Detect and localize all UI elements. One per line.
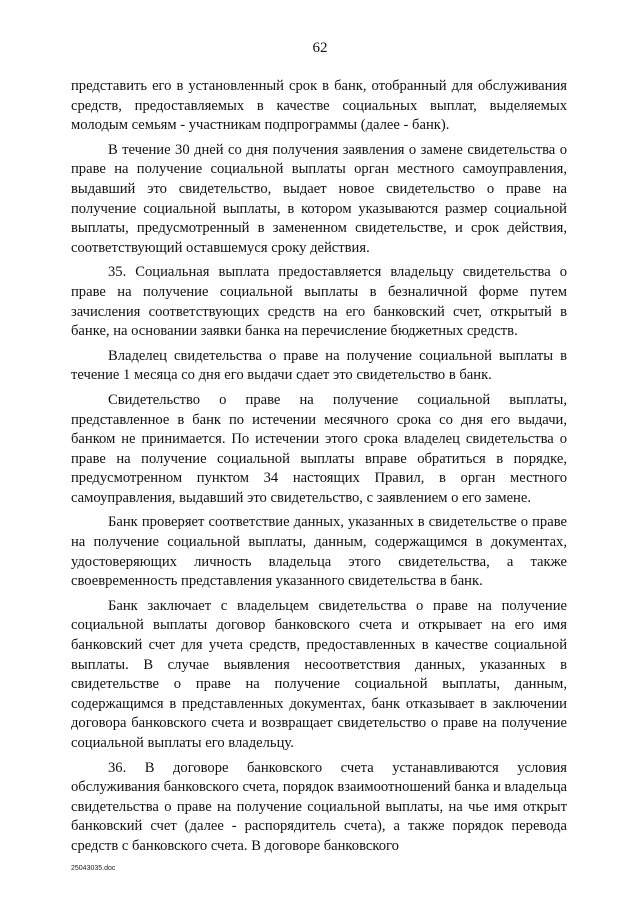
page-number: 62 — [312, 40, 328, 56]
paragraph-4: Владелец свидетельства о праве на получение социальной выплаты в течение 1 месяца со дня его выдачи сдает это свидетельство в банк. — [71, 347, 567, 384]
paragraph-8: 36. В договоре банковского счета устанавливаются условия обслуживания банковского счета, порядок взаимоотношений банка и владельца свидетельства о праве на получение социальной выплаты, на чье имя открыт банковский счет (далее - распорядитель счета), а также порядок перевода средств с банковского счета. В договоре банковского — [71, 759, 568, 854]
paragraph-3: 35. Социальная выплата предоставляется владельцу свидетельства о праве на получение социальной выплаты в безналичной форме путем зачисления соответствующих средств на его банковский счет, открытый в банке, на основании заявки банка на перечисление бюджетных средств. — [71, 264, 567, 340]
paragraph-1: представить его в установленный срок в банк, отобранный для обслуживания средств, предоставляемых в качестве социальных выплат, выделяемых молодым семьям - участникам подпрограммы (далее - банк). — [71, 78, 567, 134]
document-body — [71, 77, 567, 857]
paragraph-2: В течение 30 дней со дня получения заявления о замене свидетельства о праве на получение социальной выплаты орган местного самоуправления, выдавший это свидетельство, выдает новое свидетельство о праве на получение социальной выплаты, в котором указываются размер социальной выплаты, предусмотренный в замененном свидетельстве, и срок действия, соответствующий оставшемуся сроку действия. — [71, 141, 567, 256]
footer-file-code: 25043035.doc — [71, 865, 116, 872]
paragraph-7: Банк заключает с владельцем свидетельства о праве на получение социальной выплаты договор банковского счета и открывает на его имя банковский счет для учета средств, предоставленных в качестве социальной выплаты. В случае выявления несоответствия данных, указанных в свидетельстве о праве на получение социальной выплаты, данным, содержащимся в представленных документах, банк отказывает в заключении договора банковского счета и возвращает свидетельство о праве на получение социальной выплаты его владельцу. — [71, 597, 567, 751]
paragraph-6: Банк проверяет соответствие данных, указанных в свидетельстве о праве на получение социальной выплаты, данным, содержащимся в документах, удостоверяющих личность владельца этого свидетельства, а также своевременность представления указанного свидетельства в банк. — [71, 514, 567, 590]
paragraph-5: Свидетельство о праве на получение социальной выплаты, представленное в банк по истечении месячного срока со дня его выдачи, банком не принимается. По истечении этого срока владелец свидетельства о праве на получение социальной выплаты вправе обратиться в порядке, предусмотренном пунктом 34 настоящих Правил, в орган местного самоуправления, выдавший это свидетельство, с заявлением о его замене. — [71, 391, 567, 506]
